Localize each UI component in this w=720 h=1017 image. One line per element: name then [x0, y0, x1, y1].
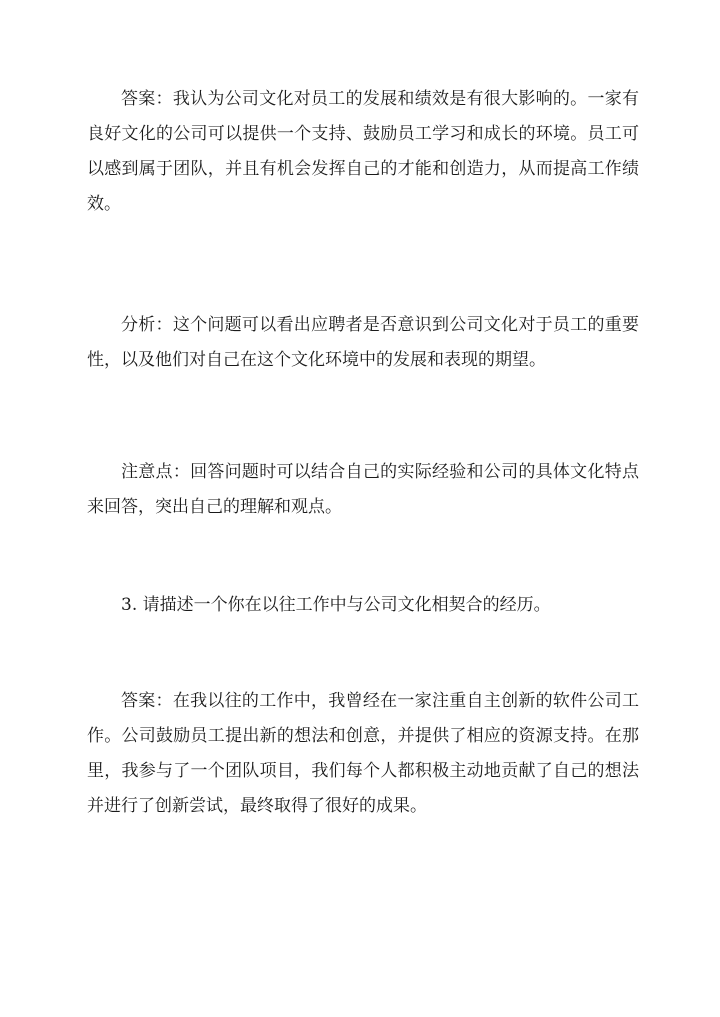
answer-paragraph: 答案：我认为公司文化对员工的发展和绩效是有很大影响的。一家有良好文化的公司可以提供一个支持、鼓励员工学习和成长的环境。员工可以感到属于团队，并且有机会发挥自己的才能和创造力，从而提高工作绩效。: [87, 89, 639, 214]
answer-paragraph-2: 答案：在我以往的工作中，我曾经在一家注重自主创新的软件公司工作。公司鼓励员工提出新的想法和创意，并提供了相应的资源支持。在那里，我参与了一个团队项目，我们每个人都积极主动地贡献了自己的想法并进行了创新尝试，最终取得了很好的成果。: [87, 691, 639, 816]
analysis-paragraph: 分析：这个问题可以看出应聘者是否意识到公司文化对于员工的重要性，以及他们对自己在这个文化环境中的发展和表现的期望。: [87, 315, 639, 370]
question-heading: 3. 请描述一个你在以往工作中与公司文化相契合的经历。: [121, 595, 551, 615]
note-paragraph: 注意点：回答问题时可以结合自己的实际经验和公司的具体文化特点来回答，突出自己的理解和观点。: [87, 462, 639, 517]
